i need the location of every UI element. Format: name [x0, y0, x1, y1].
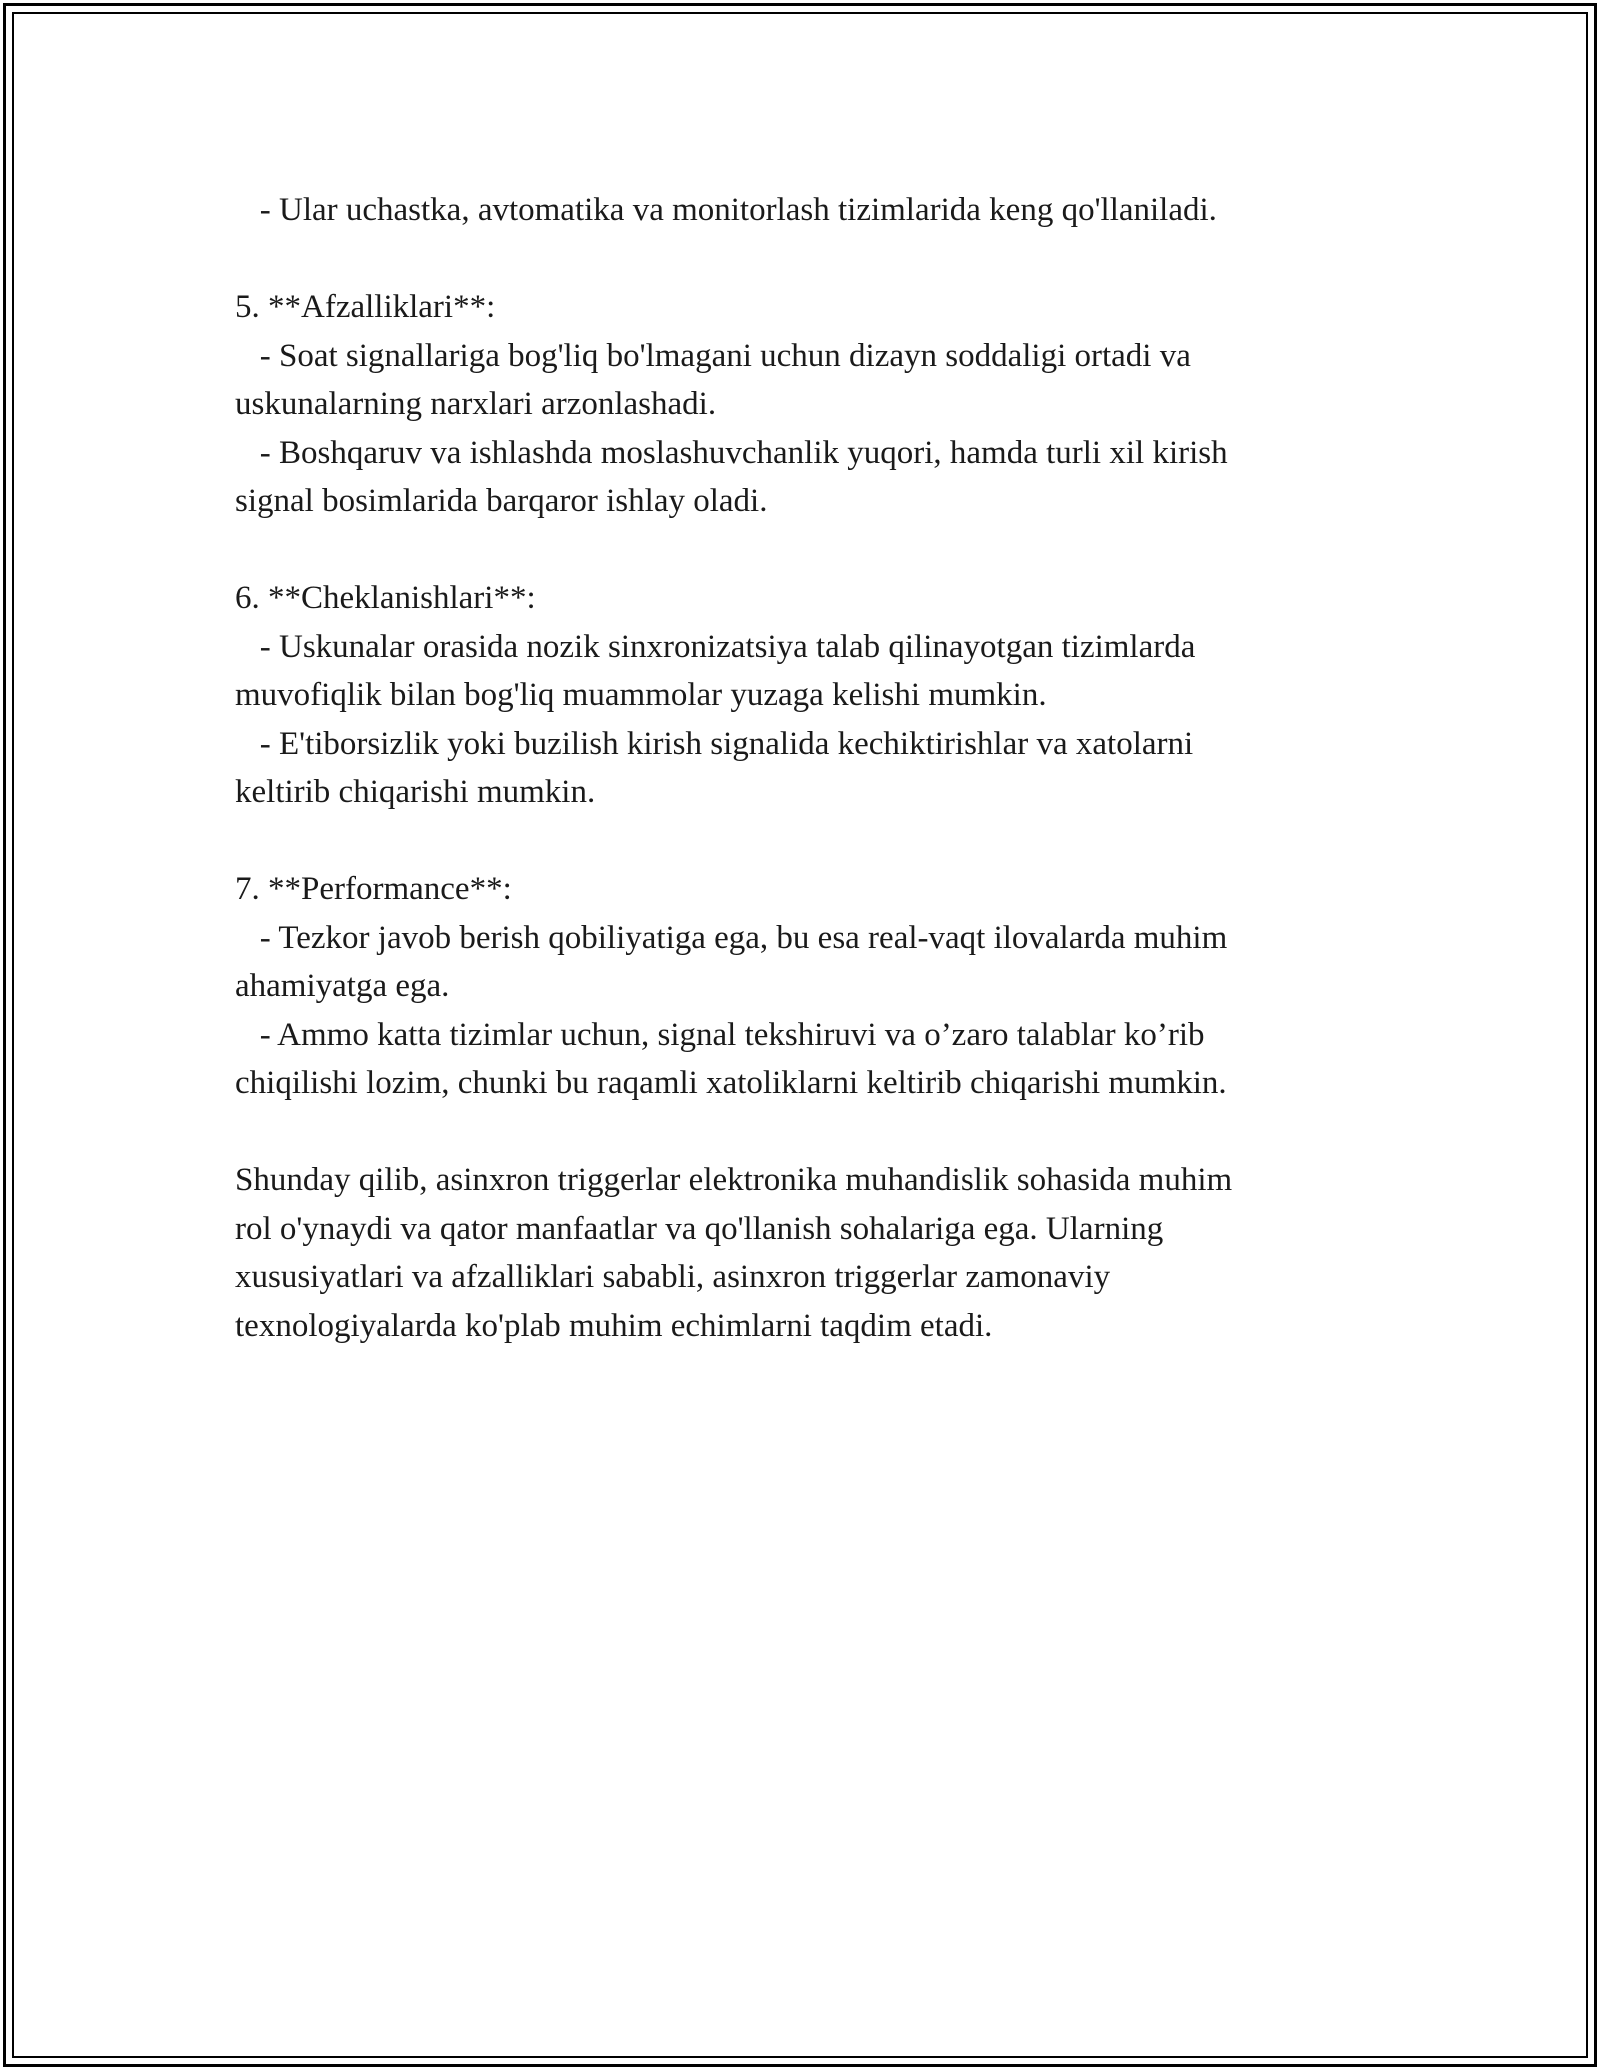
paragraph-gap: [235, 235, 1365, 284]
limitations-line-1: - Uskunalar orasida nozik sinxronizatsiya talab qilinayotgan tizimlarda: [235, 628, 1196, 665]
intro-bullet: - Ular uchastka, avtomatika va monitorlash tizimlarida keng qo'llaniladi.: [235, 192, 1217, 228]
conclusion-line-4: texnologiyalarda ko'plab muhim echimlarni taqdim etadi.: [235, 1307, 993, 1344]
advantages-line-3: - Boshqaruv va ishlashda moslashuvchanlik yuqori, hamda turli xil kirish: [235, 434, 1228, 471]
conclusion-line-1: Shunday qilib, asinxron triggerlar elektronika muhandislik sohasida muhim: [235, 1162, 1233, 1198]
advantages-line-1: - Soat signallariga bog'liq bo'lmagani uchun dizayn soddaligi ortadi va: [235, 337, 1191, 374]
performance-line-1: - Tezkor javob berish qobiliyatiga ega, bu esa real-vaqt ilovalarda muhim: [235, 919, 1228, 956]
section-heading-performance: 7. **Performance**:: [235, 871, 512, 907]
section-heading-advantages: 5. **Afzalliklari**:: [235, 289, 496, 325]
performance-line-4: chiqilishi lozim, chunki bu raqamli xatoliklarni keltirib chiqarishi mumkin.: [235, 1065, 1227, 1101]
paragraph-gap: [235, 817, 1365, 866]
performance-line-3: - Ammo katta tizimlar uchun, signal tekshiruvi va o’zaro talablar ko’rib: [235, 1016, 1205, 1053]
limitations-line-2: muvofiqlik bilan bog'liq muammolar yuzaga kelishi mumkin.: [235, 677, 1047, 713]
document-body: [235, 186, 1365, 1350]
limitations-line-4: keltirib chiqarishi mumkin.: [235, 774, 596, 810]
limitations-line-3: - E'tiborsizlik yoki buzilish kirish signalida kechiktirishlar va xatolarni: [235, 725, 1194, 762]
performance-line-2: ahamiyatga ega.: [235, 968, 450, 1004]
conclusion-line-2: rol o'ynaydi va qator manfaatlar va qo'llanish sohalariga ega. Ularning: [235, 1210, 1164, 1247]
advantages-line-4: signal bosimlarida barqaror ishlay oladi.: [235, 483, 768, 519]
conclusion-line-3: xususiyatlari va afzalliklari sababli, asinxron triggerlar zamonaviy: [235, 1259, 1111, 1295]
advantages-line-2: uskunalarning narxlari arzonlashadi.: [235, 386, 717, 422]
section-heading-limitations: 6. **Cheklanishlari**:: [235, 580, 536, 616]
paragraph-gap: [235, 526, 1365, 575]
paragraph-gap: [235, 1108, 1365, 1157]
